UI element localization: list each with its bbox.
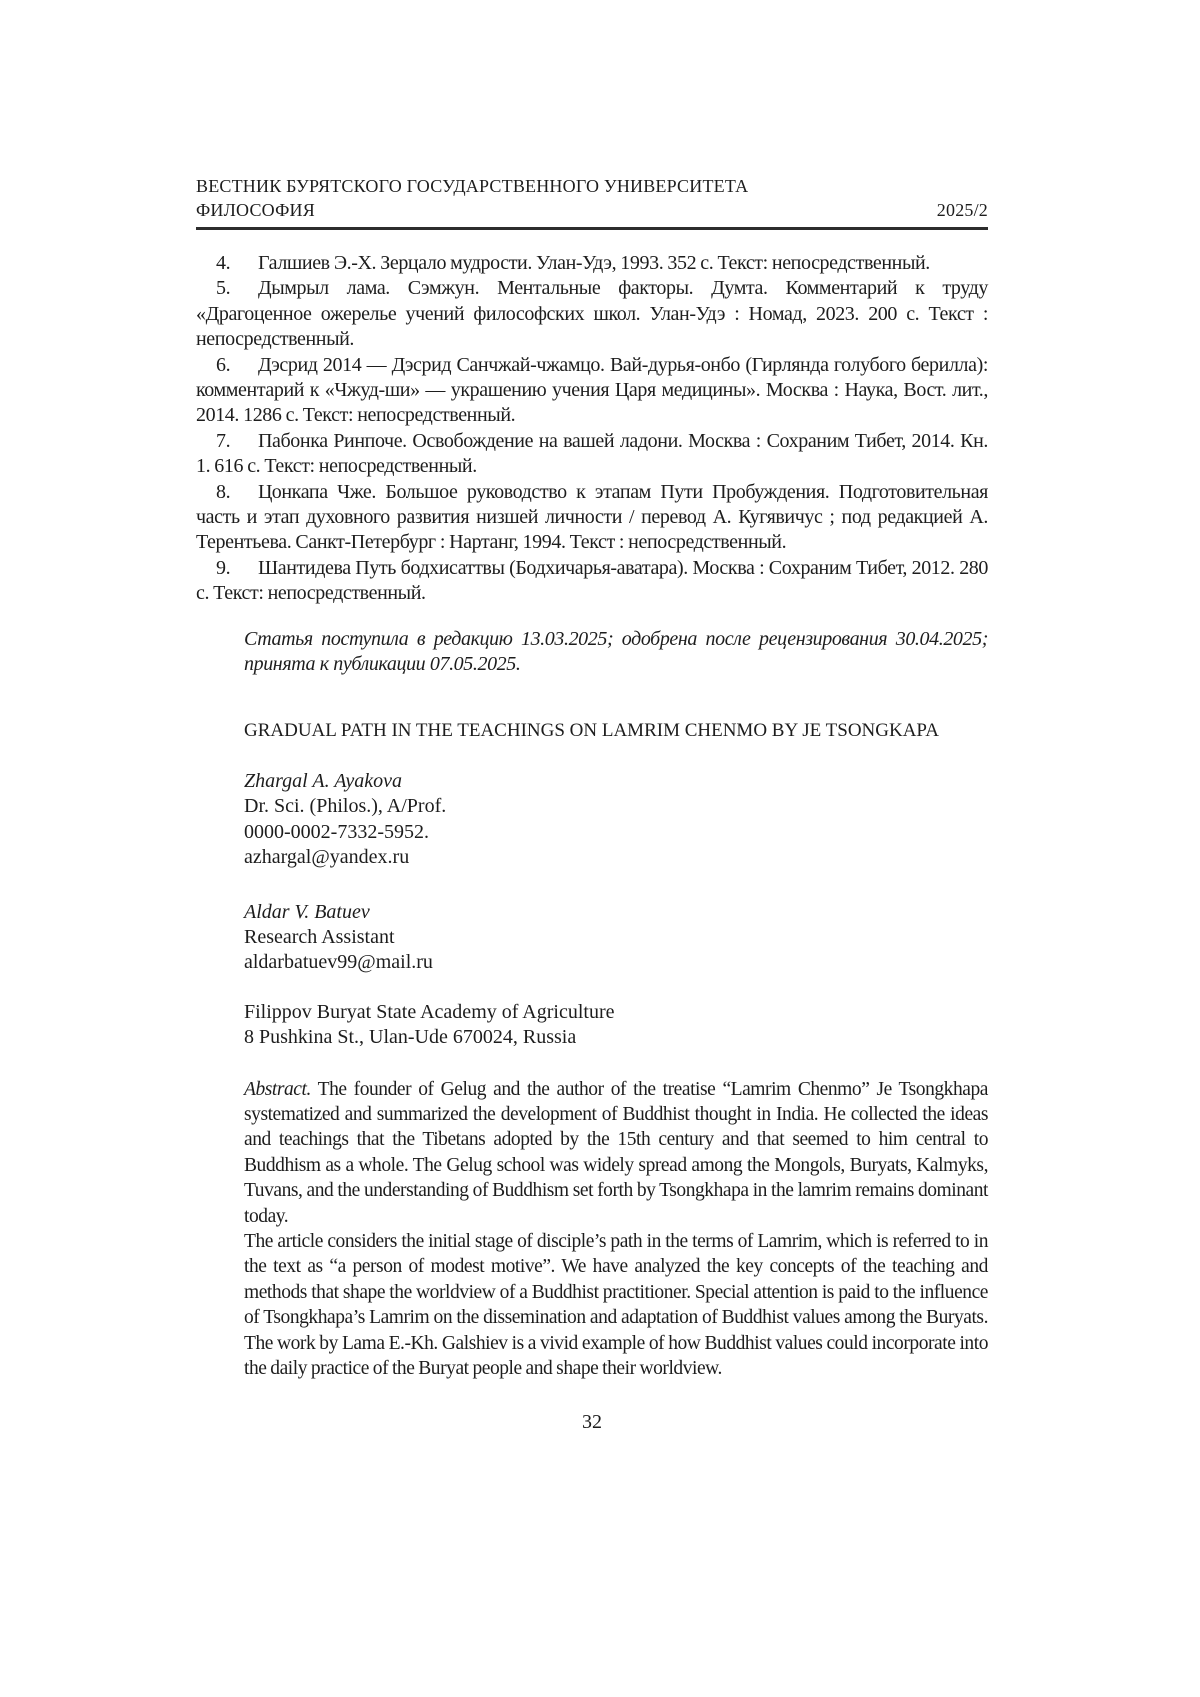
reference-item (196, 353, 988, 429)
reference-text: Дымрыл лама. Сэмжун. Ментальные факторы. Думта. Комментарий к труду «Драгоценное ожерелье учений философских школ. Улан-Удэ : Номад, 2023. 200 с. Текст : непосредственный. (196, 277, 988, 351)
header-rule (196, 227, 988, 230)
reference-number: 8. (216, 480, 231, 503)
author-email: azhargal@yandex.ru (244, 846, 410, 869)
author-position: Research Assistant (244, 925, 395, 948)
reference-item (196, 276, 988, 352)
reference-number: 6. (216, 353, 231, 376)
abstract-paragraph-1 (244, 1077, 988, 1229)
page-number: 32 (582, 1411, 602, 1434)
reference-number: 4. (216, 252, 231, 274)
abstract-paragraph-2: The article considers the initial stage of disciple’s path in the terms of Lamrim, which is referred to in the text as “a person of modest motive”. We have analyzed the key concepts of the teaching and methods that shape the worldview of a Buddhist practitioner. Special attention is paid to the influence of Tsongkhapa’s Lamrim on the dissemination and adaptation of Buddhist values among the Buryats. The work by Lama E.-Kh. Galshiev is a vivid example of how Buddhist values could incorporate into the daily practice of the Buryat people and shape their worldview. (244, 1231, 988, 1380)
reference-number: 5. (216, 277, 231, 300)
reference-number: 7. (216, 429, 231, 452)
reference-text: Дэсрид 2014 — Дэсрид Санчжай-чжамцо. Вай-дурья-онбо (Гирлянда голубого берилла): комментарий к «Чжуд-ши» — украшению учения Царя медицины». Москва : Наука, Вост. лит., 2014. 1286 с. Текст: непосредственный. (196, 353, 988, 427)
journal-section-row (196, 198, 988, 222)
submission-note: Статья поступила в редакцию 13.03.2025; одобрена после рецензирования 30.04.2025; принята к публикации 07.05.2025. (244, 627, 988, 676)
affiliation-name: Filippov Buryat State Academy of Agriculture (244, 1000, 615, 1023)
journal-header (196, 174, 988, 230)
reference-item (196, 556, 988, 607)
reference-item (196, 251, 988, 276)
author-name: Aldar V. Batuev (244, 900, 370, 923)
journal-section-label: ФИЛОСОФИЯ (196, 200, 315, 220)
affiliation-address: 8 Pushkina St., Ulan-Ude 670024, Russia (244, 1026, 577, 1049)
author-orcid: 0000-0002-7332-5952. (244, 820, 429, 843)
author-block-1 (244, 769, 988, 871)
reference-list (196, 251, 988, 607)
reference-number: 9. (216, 556, 231, 579)
reference-text: Галшиев Э.-Х. Зерцало мудрости. Улан-Удэ, 1993. 352 с. Текст: непосредственный. (258, 252, 930, 274)
page-content (196, 174, 988, 1434)
reference-text: Цонкапа Чже. Большое руководство к этапам Пути Пробуждения. Подготовительная часть и этап духовного развития низшей личности / перевод А. Кугявичус ; под редакцией А. Терентьева. Санкт-Петербург : Нартанг, 1994. Текст : непосредственный. (196, 480, 988, 554)
journal-title-line: ВЕСТНИК БУРЯТСКОГО ГОСУДАРСТВЕННОГО УНИВЕРСИТЕТА (196, 176, 749, 196)
reference-item (196, 429, 988, 480)
author-block-2 (244, 900, 988, 976)
author-email: aldarbatuev99@mail.ru (244, 951, 433, 974)
abstract-label: Abstract. (244, 1078, 311, 1100)
affiliation-block (244, 1000, 988, 1051)
abstract-block (244, 1077, 988, 1382)
author-degree: Dr. Sci. (Philos.), A/Prof. (244, 795, 447, 818)
author-name: Zhargal A. Ayakova (244, 769, 402, 792)
reference-text: Пабонка Ринпоче. Освобождение на вашей ладони. Москва : Сохраним Тибет, 2014. Кн. 1. 616 с. Текст: непосредственный. (196, 429, 988, 478)
reference-text: Шантидева Путь бодхисаттвы (Бодхичарья-аватара). Москва : Сохраним Тибет, 2012. 280 с. Текст: непосредственный. (196, 556, 988, 605)
article-title-en: GRADUAL PATH IN THE TEACHINGS ON LAMRIM CHENMO BY JE TSONGKAPA (244, 719, 939, 741)
abstract-text: The founder of Gelug and the author of the treatise “Lamrim Chenmo” Je Tsongkhapa systematized and summarized the development of Buddhist thought in India. He collected the ideas and teachings that the Tibetans adopted by the 15th century and that seemed to him central to Buddhism as a whole. The Gelug school was widely spread among the Mongols, Buryats, Kalmyks, Tuvans, and the understanding of Buddhism set forth by Tsongkhapa in the lamrim remains dominant today. (244, 1078, 988, 1227)
issue-number: 2025/2 (936, 200, 988, 220)
reference-item (196, 480, 988, 556)
